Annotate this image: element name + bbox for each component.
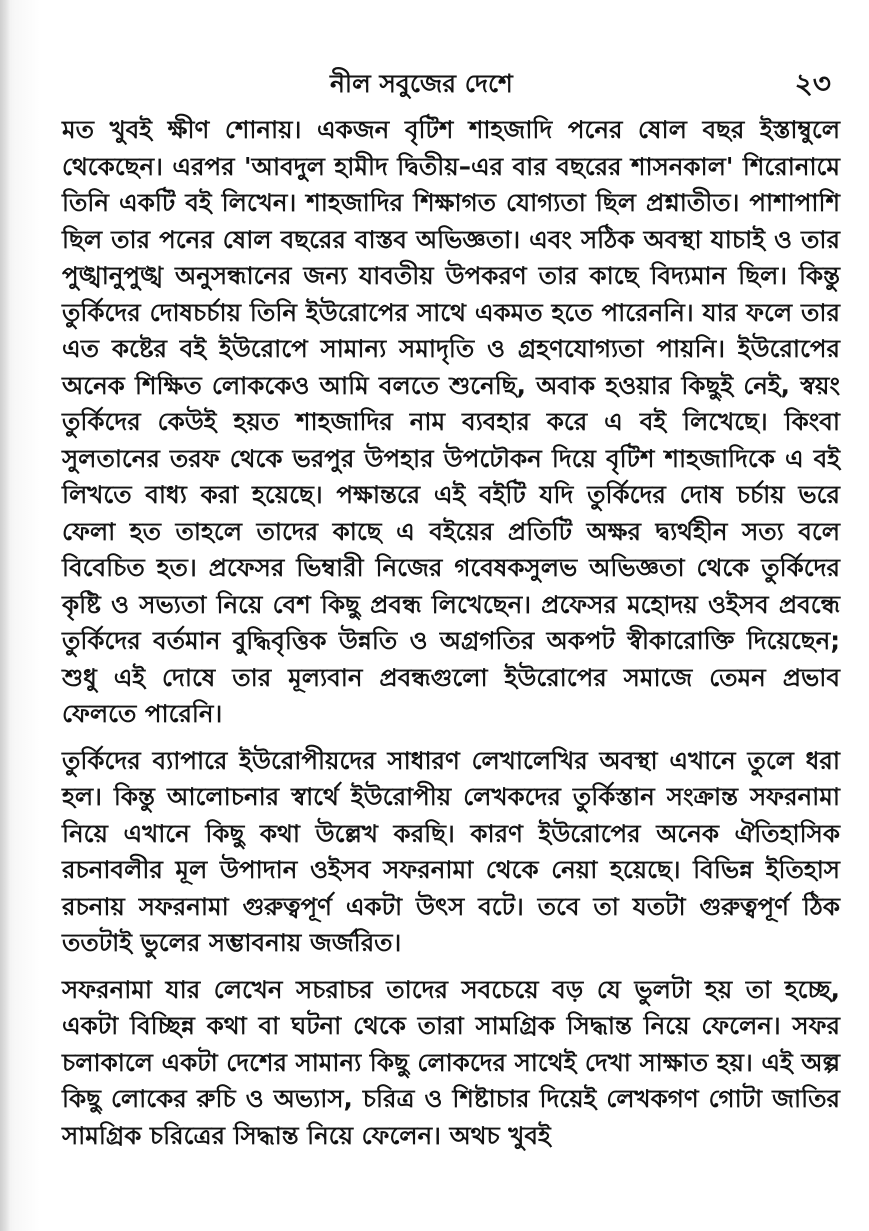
body-text xyxy=(62,112,840,1154)
paragraph-3: সফরনামা যার লেখেন সচরাচর তাদের সবচেয়ে বড় যে ভুলটা হয় তা হচ্ছে, একটা বিচ্ছিন্ন কথা বা ঘটনা থেকে তারা সামগ্রিক সিদ্ধান্ত নিয়ে ফেলেন। সফর চলাকালে একটা দেশের সামান্য কিছু লোকদের সাথেই দেখা সাক্ষাত হয়। এই অল্প কিছু লোকের রুচি ও অভ্যাস, চরিত্র ও শিষ্টাচার দিয়েই লেখকগণ গোটা জাতির সামগ্রিক চরিত্রের সিদ্ধান্ত নিয়ে ফেলেন। অথচ খুবই xyxy=(62,974,840,1150)
paragraph-2: তুর্কিদের ব্যাপারে ইউরোপীয়দের সাধারণ লেখালেখির অবস্থা এখানে তুলে ধরা হল। কিন্তু আলোচনার স্বার্থে ইউরোপীয় লেখকদের তুর্কিস্তান সংক্রান্ত সফরনামা নিয়ে এখানে কিছু কথা উল্লেখ করছি। কারণ ইউরোপের অনেক ঐতিহাসিক রচনাবলীর মূল উপাদান ওইসব সফরনামা থেকে নেয়া হয়েছে। বিভিন্ন ইতিহাস রচনায় সফরনামা গুরুত্বপূর্ণ একটা উৎস বটে। তবে তা যতটা গুরুত্বপূর্ণ ঠিক ততটাই ভুলের সম্ভাবনায় জর্জরিত। xyxy=(62,745,840,957)
running-header xyxy=(0,58,869,106)
paragraph-1: মত খুবই ক্ষীণ শোনায়। একজন বৃটিশ শাহজাদি পনের ষোল বছর ইস্তাম্বুলে থেকেছেন। এরপর 'আবদুল হামীদ দ্বিতীয়–এর বার বছরের শাসনকাল' শিরোনামে তিনি একটি বই লিখেন। শাহজাদির শিক্ষাগত যোগ্যতা ছিল প্রশ্নাতীত। পাশাপাশি ছিল তার পনের ষোল বছরের বাস্তব অভিজ্ঞতা। এবং সঠিক অবস্থা যাচাই ও তার পুঙ্খানুপুঙ্খ অনুসন্ধানের জন্য যাবতীয় উপকরণ তার কাছে বিদ্যমান ছিল। কিন্তু তুর্কিদের দোষচর্চায় তিনি ইউরোপের সাথে একমত হতে পারেননি। যার ফলে তার এত কষ্টের বই ইউরোপে সামান্য সমাদৃতি ও গ্রহণযোগ্যতা পায়নি। ইউরোপের অনেক শিক্ষিত লোককেও আমি বলতে শুনেছি, অবাক হওয়ার কিছুই নেই, স্বয়ং তুর্কিদের কেউই হয়ত শাহজাদির নাম ব্যবহার করে এ বই লিখেছে। কিংবা সুলতানের তরফ থেকে ভরপুর উপহার উপঢৌকন দিয়ে বৃটিশ শাহজাদিকে এ বই লিখতে বাধ্য করা হয়েছে। পক্ষান্তরে এই বইটি যদি তুর্কিদের দোষ চর্চায় ভরে ফেলা হত তাহলে তাদের কাছে এ বইয়ের প্রতিটি অক্ষর দ্ব্যর্থহীন সত্য বলে বিবেচিত হত। প্রফেসর ভিম্বারী নিজের গবেষকসুলভ অভিজ্ঞতা থেকে তুর্কিদের কৃষ্টি ও সভ্যতা নিয়ে বেশ কিছু প্রবন্ধ লিখেছেন। প্রফেসর মহোদয় ওইসব প্রবন্ধে তুর্কিদের বর্তমান বুদ্ধিবৃত্তিক উন্নতি ও অগ্রগতির অকপট স্বীকারোক্তি দিয়েছেন; শুধু এই দোষে তার মূল্যবান প্রবন্ধগুলো ইউরোপের সমাজে তেমন প্রভাব ফেলতে পারেনি। xyxy=(62,115,840,728)
running-title: নীল সবুজের দেশে xyxy=(330,69,513,98)
page-number: ২৩ xyxy=(794,67,831,100)
page-spine-shadow xyxy=(0,0,10,1231)
